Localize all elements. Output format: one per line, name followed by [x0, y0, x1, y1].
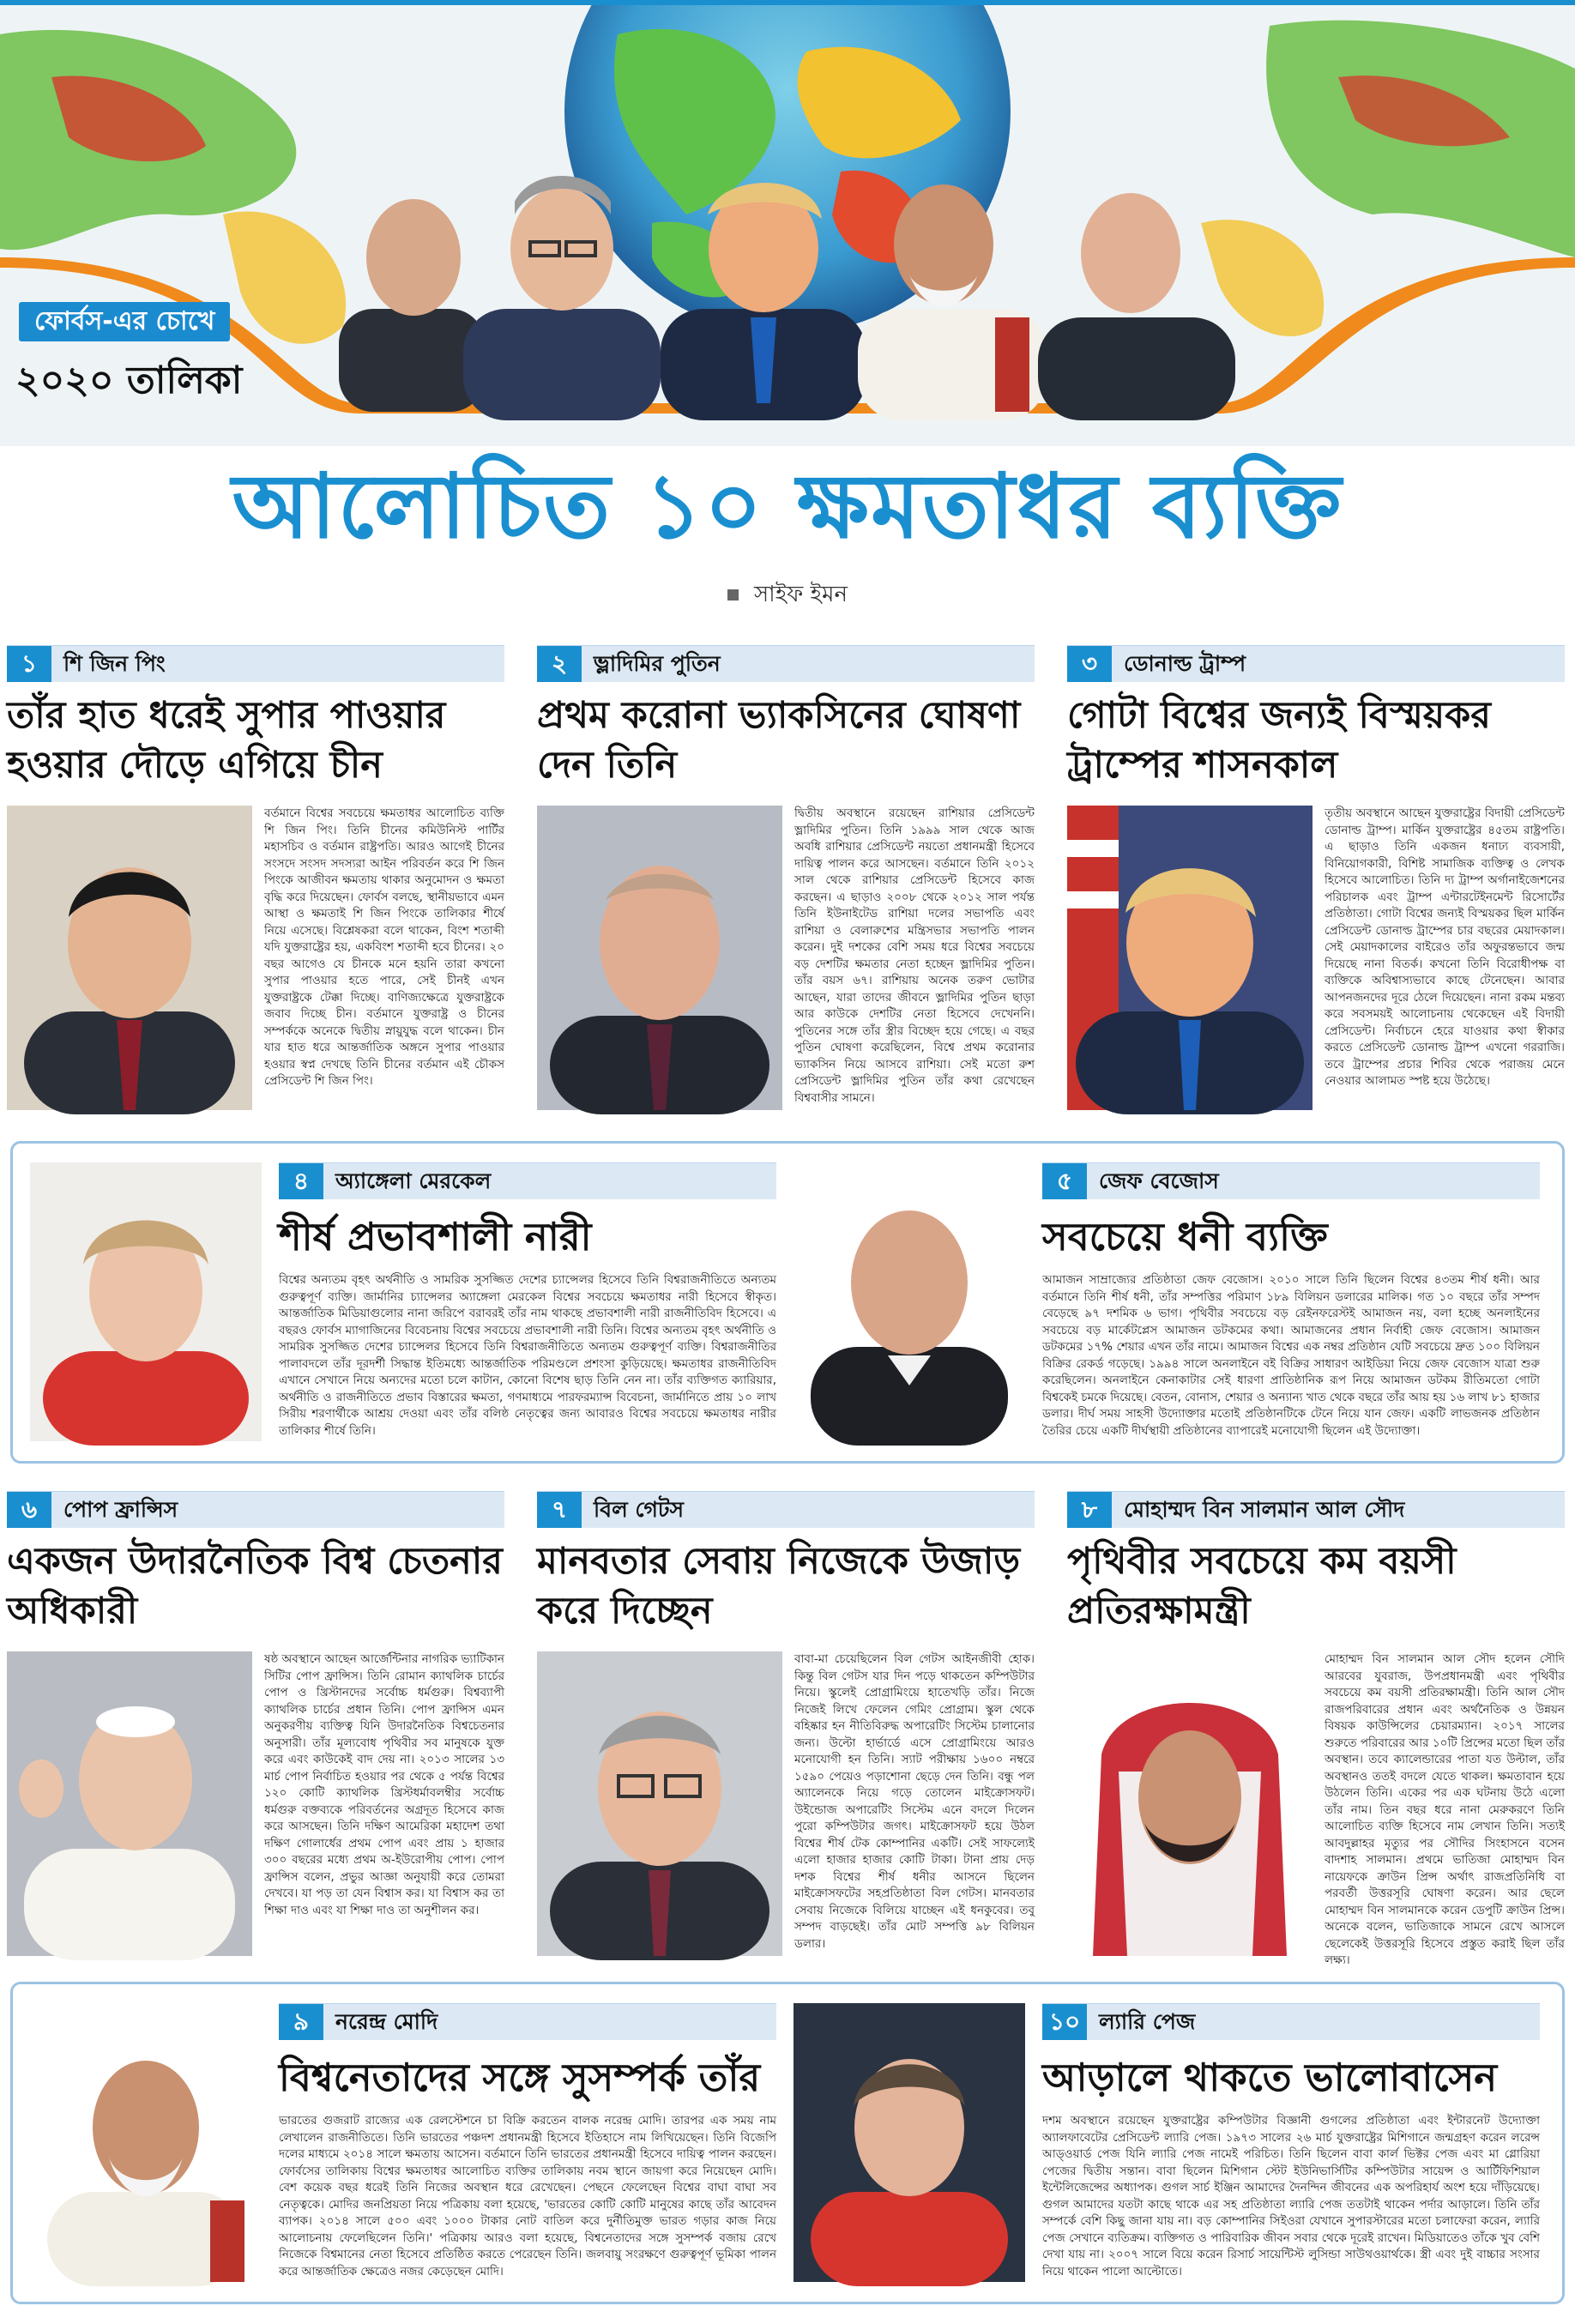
rank-number: ৫	[1042, 1163, 1087, 1199]
profile-card-6	[7, 1491, 504, 1956]
portrait-photo	[30, 2003, 262, 2282]
person-name: মোহাম্মদ বিন সালমান আল সৌদ	[1124, 1497, 1405, 1522]
rank-number: ৪	[279, 1163, 323, 1199]
profile-text: মোহাম্মদ বিন সালমান আল সৌদ হলেন সৌদি আরবের যুবরাজ, উপপ্রধানমন্ত্রী এবং পৃথিবীর সবচেয়ে কম বয়সী প্রতিরক্ষামন্ত্রী। তিনি আল সৌদ রাজপরিবারের প্রধান এবং অর্থনৈতিক ও উন্নয়ন বিষয়ক কাউন্সিলের চেয়ারম্যান। ২০১৭ সালের শুরুতে পরিবারের আর ১০টি প্রিন্সের মতো ছিল তাঁর অবস্থান। তবে ক্যালেন্ডারের পাতা যত উল্টাল, তাঁর অবস্থানও ততই বদলে যেতে থাকল। ক্ষমতাবান হয়ে উঠলেন তিনি। একের পর এক ঘটনায় উঠে এলো তাঁর নাম। তিন বছর ধরে নানা মেরুকরণে তিনি আলোচিত ব্যক্তি হিসেবে নাম লেখান তিনি। সত্যই আবদুল্লাহর মৃত্যুর পর সৌদির সিংহাসনে বসেন বাদশাহ সালমান। প্রথমে ভাতিজা মোহাম্মদ বিন নায়েফকে ক্রাউন প্রিন্স অর্থাৎ রাজপ্রতিনিধি বা পরবর্তী উত্তরসূরি ঘোষণা করেন। আর ছেলে মোহাম্মদ বিন সালমানকে করেন ডেপুটি ক্রাউন প্রিন্স। অনেকে বলেন, ভাতিজাকে সামনে রেখে আসলে ছেলেকেই উত্তরসূরি হিসেবে প্রস্তুত করাই ছিল তাঁর লক্ষ্য।	[1325, 1652, 1565, 1967]
headline: একজন উদারনৈতিক বিশ্ব চেতনার অধিকারী	[7, 1540, 503, 1633]
headline: শীর্ষ প্রভাবশালী নারী	[279, 1214, 592, 1259]
headline: পৃথিবীর সবচেয়ে কম বয়সী প্রতিরক্ষামন্ত্রী	[1067, 1540, 1457, 1633]
featured-frame-1	[10, 1141, 1565, 1464]
name-bar	[537, 645, 1035, 682]
rank-number: ৮	[1067, 1492, 1112, 1528]
headline: গোটা বিশ্বের জন্যই বিস্ময়কর ট্রাম্পের শাসনকাল	[1067, 694, 1491, 787]
profile-card-7	[537, 1491, 1035, 1956]
person-name: ভ্লাদিমির পুতিন	[594, 651, 721, 676]
name-bar	[7, 1491, 504, 1528]
rank-number: ২	[537, 646, 582, 682]
portrait-photo	[7, 1651, 252, 1956]
person-name: নরেন্দ্র মোদি	[335, 2009, 438, 2034]
author-name: সাইফ ইমন	[754, 582, 848, 607]
person-name: জেফ বেজোস	[1099, 1168, 1219, 1193]
headline: প্রথম করোনা ভ্যাকসিনের ঘোষণা দেন তিনি	[537, 694, 1021, 787]
rank-number: ৬	[7, 1492, 51, 1528]
profile-card-3	[1067, 645, 1565, 1110]
person-name: ল্যারি পেজ	[1099, 2009, 1196, 2034]
profile-text: ভারতের গুজরাট রাজ্যের এক রেলস্টেশনে চা বিক্রি করতেন বালক নরেন্দ্র মোদি। তারপর এক সময় নাম লেখালেন রাজনীতিতে। তিনি ভারতের পঞ্চদশ প্রধানমন্ত্রী হিসেবে ইতিহাসে নাম লিখিয়েছেন। তিনি বিজেপি দলের মাধ্যমে ২০১৪ সালে ক্ষমতায় আসেন। বর্তমানে তিনি ভারতের প্রধানমন্ত্রী হিসেবে দায়িত্ব পালন করছেন। ফোর্বসের তালিকায় বিশ্বের ক্ষমতাধর আলোচিত ব্যক্তির তালিকায় নবম স্থানে জায়গা করে নিয়েছেন মোদি। বেশ কয়েক বছর ধরেই তিনি নিজের অবস্থান ধরে রেখেছেন। পেছনে ফেলেছেন বিশ্বের বাঘা বাঘা সব নেতৃত্বকে। মোদির জনপ্রিয়তা নিয়ে পত্রিকায় বলা হয়েছে, 'ভারতের কোটি কোটি মানুষের কাছে তাঁর আবেদন ব্যাপক। ২০১৪ সালে ৫০০ এবং ১০০০ টাকার নোট বাতিল করে দুর্নীতিমুক্ত ভারত গড়ার কাজ নিয়ে আলোচনায় ফেলেছিলেন তিনি।' পত্রিকায় আরও বলা হয়েছে, বিশ্বনেতাদের সঙ্গে সুসম্পর্ক বজায় রেখে নিজেকে বিশ্বমানের নেতা হিসেবে প্রতিষ্ঠিত করতে পেরেছেন তিনি। জলবায়ু সংরক্ষণে গুরুত্বপূর্ণ ভূমিকা পালন করে আন্তর্জাতিক ক্ষেত্রেও নজর কেড়েছেন মোদি।	[279, 2114, 776, 2279]
person-name: ডোনাল্ড ট্রাম্প	[1124, 651, 1246, 676]
page-title: আলোচিত ১০ ক্ষমতাধর ব্যক্তি	[232, 454, 1343, 558]
profile-text: দশম অবস্থানে রয়েছেন যুক্তরাষ্ট্রের কম্পিউটার বিজ্ঞানী গুগলের প্রতিষ্ঠাতা এবং ইন্টারনেট উদ্যোক্তা অ্যালফাবেটের প্রেসিডেন্ট ল্যারি পেজ। ১৯৭৩ সালের ২৬ মার্চ যুক্তরাষ্ট্রের মিশিগানে জন্মগ্রহণ করেন লরেন্স আড্ওয়ার্ড পেজ যিনি ল্যারি পেজ নামেই পরিচিত। তিনি ছিলেন বাবা কার্ল ভিক্টর পেজ এবং মা গ্লোরিয়া পেজের দ্বিতীয় সন্তান। বাবা ছিলেন মিশিগান স্টেট ইউনিভার্সিটির কম্পিউটার সায়েন্স ও আর্টিফিশিয়াল ইন্টেলিজেন্সের অধ্যাপক। গুগল সার্চ ইঞ্জিন আমাদের দৈনন্দিন জীবনের এক অপরিহার্য অংশ হয়ে দাঁড়িয়েছে। গুগল আমাদের যতটা কাছে থাকে এর সহ প্রতিষ্ঠাতা ল্যারি পেজ ততটাই থাকেন পর্দার আড়ালে। তিনি তাঁর সম্পর্কে বেশি কিছু জানা যায় না। বড় কোম্পানির সিইওরা যেখানে সুপারস্টারের মতো চলাফেরা করেন, ল্যারি পেজ সেখানে ব্যতিক্রম। ব্যক্তিগত ও পারিবারিক জীবন সবার থেকে দূরেই রাখেন। মিডিয়াতেও তাঁকে খুব বেশি দেখা যায় না। ২০০৭ সালে বিয়ে করেন রিসার্চ সায়েন্টিস্ট লুসিন্ডা সাউথওয়ার্থকে। স্ত্রী এবং দুই বাচ্চার সংসার নিয়ে থাকেন পালো আল্টোতে।	[1042, 2114, 1541, 2279]
top-accent-line	[0, 0, 1575, 5]
forbes-tag: ফোর্বস-এর চোখে	[19, 302, 230, 341]
name-bar	[279, 1162, 776, 1199]
person-name: অ্যাঙ্গেলা মেরকেল	[335, 1168, 492, 1193]
banner	[0, 0, 1575, 446]
name-bar	[1067, 645, 1565, 682]
profile-text: তৃতীয় অবস্থানে আছেন যুক্তরাষ্ট্রের বিদায়ী প্রেসিডেন্ট ডোনাল্ড ট্রাম্প। মার্কিন যুক্তরাষ্ট্রের ৪৫তম রাষ্ট্রপতি। এ ছাড়াও তিনি একজন ধনাঢ্য ব্যবসায়ী, বিনিয়োগকারী, বিশিষ্ট সামাজিক ব্যক্তিত্ব ও লেখক হিসেবে আলোচিত। তিনি দ্য ট্রাম্প অর্গানাইজেশনের পরিচালক এবং ট্রাম্প এন্টারটেইনমেন্ট রিসোর্টের প্রতিষ্ঠাতা। গোটা বিশ্বের জন্যই বিস্ময়কর ছিল মার্কিন প্রেসিডেন্ট ডোনাল্ড ট্রাম্পের চার বছরের মেয়াদকাল। সেই মেয়াদকালের বাইরেও তাঁর অফুরন্তভাবে জন্ম দিয়েছে নানা বিতর্ক। কখনো তিনি বিরোধীপক্ষ বা ব্যক্তিকে অবিশ্বাস্যভাবে কাছে টেনেছেন। আবার আপনজনদের দূরে ঠেলে দিয়েছেন। নানা রকম মন্তব্য করে সবসময়ই আলোচনায় থেকেছেন এই বিদায়ী প্রেসিডেন্ট। নির্বাচনে হেরে যাওয়ার কথা স্বীকার করতে প্রেসিডেন্ট ডোনাল্ড ট্রাম্প এখনো গররাজি। তবে ট্রাম্পের প্রচার শিবির থেকে পরাজয় মেনে নেওয়ার আলামত স্পষ্ট হয়ে উঠেছে।	[1325, 806, 1565, 1088]
portrait-photo	[537, 806, 782, 1110]
name-bar	[279, 2003, 776, 2040]
portrait-photo	[30, 1162, 262, 1441]
profile-text: দ্বিতীয় অবস্থানে রয়েছেন রাশিয়ার প্রেসিডেন্ট ভ্লাদিমির পুতিন। তিনি ১৯৯৯ সাল থেকে আজ অবধি রাশিয়ার প্রেসিডেন্ট নয়তো প্রধানমন্ত্রী হিসেবে দায়িত্ব পালন করে আসছেন। বর্তমানে তিনি ২০১২ সাল থেকে রাশিয়ার প্রেসিডেন্ট হিসেবে কাজ করছেন। এ ছাড়াও ২০০৮ থেকে ২০১২ সাল পর্যন্ত তিনি ইউনাইটেড রাশিয়া দলের সভাপতি এবং রাশিয়া ও বেলারুশের মন্ত্রিসভার সভাপতি পালন করেন। দুই দশকের বেশি সময় ধরে বিশ্বের সবচেয়ে বড় দেশটির ক্ষমতার নেতা হচ্ছেন ভ্লাদিমির পুতিন। তাঁর বয়স ৬৭। রাশিয়ায় অনেক তরুণ ভোটার আছেন, যারা তাদের জীবনে ভ্লাদিমির পুতিন ছাড়া আর কাউকে দেশটির নেতা হিসেবে দেখেননি। পুতিনের সঙ্গে তাঁর স্ত্রীর বিচ্ছেদ হয়ে গেছে। এ বছর পুতিন ঘোষণা করেছিলেন, বিশ্বে প্রথম করোনার ভ্যাকসিন নিয়ে আসবে রাশিয়া। সেই মতো রুশ প্রেসিডেন্ট ভ্লাদিমির পুতিন তাঁর কথা রেখেছেন বিশ্ববাসীর সামনে।	[794, 806, 1035, 1105]
profile-text: বর্তমানে বিশ্বের সবচেয়ে ক্ষমতাধর আলোচিত ব্যক্তি শি জিন পিং। তিনি চীনের কমিউনিস্ট পার্টির মহাসচিব ও বর্তমান রাষ্ট্রপতি। আরও আগেই চীনের সংসদে সংসদ সদস্যরা আইন পরিবর্তন করে শি জিন পিংকে আজীবন ক্ষমতায় থাকার অনুমোদন ও ক্ষমতা বৃদ্ধি করে দিয়েছেন। ফোর্বস বলছে, স্থানীয়ভাবে এমন আস্থা ও ক্ষমতাই শি জিন পিংকে তালিকার শীর্ষে নিয়ে এসেছে। বিশ্লেষকরা বলে থাকেন, বিংশ শতাব্দী যদি যুক্তরাষ্ট্রের হয়, একবিংশ শতাব্দী হবে চীনের। ২০ বছর আগেও যে চীনকে মনে হয়নি তারা কখনো সুপার পাওয়ার হতে পারে, সেই চীনই এখন যুক্তরাষ্ট্রকে টেক্কা দিচ্ছে। বাণিজ্যক্ষেত্রে যুক্তরাষ্ট্রকে জবাব দিচ্ছে চীন। বর্তমানে যুক্তরাষ্ট্র ও চীনের সম্পর্ককে অনেকে দ্বিতীয় স্নায়ুযুদ্ধ বলে থাকেন। চীন যার হাত ধরে আন্তর্জাতিক অঙ্গনে সুপার পাওয়ার হওয়ার স্বপ্ন দেখছে তিনি চীনের বর্তমান এই চৌকস প্রেসিডেন্ট শি জিন পিং।	[264, 806, 504, 1088]
portrait-photo	[7, 806, 252, 1110]
portrait-photo	[794, 2003, 1025, 2282]
profile-card-2	[537, 645, 1035, 1110]
portrait-photo	[1067, 806, 1312, 1110]
profile-text: ষষ্ঠ অবস্থানে আছেন আর্জেন্টিনার নাগরিক ভ্যাটিকান সিটির পোপ ফ্রান্সিস। তিনি রোমান ক্যাথলিক চার্চের পোপ ও খ্রিস্টানদের সর্বোচ্চ ধর্মগুরু। বিশ্বব্যাপী ক্যাথলিক চার্চের প্রধান তিনি। পোপ ফ্রান্সিস এমন অনুকরণীয় ব্যক্তিত্ব যিনি উদারনৈতিক বিশ্বচেতনার অনুসারী। তাঁর মূল্যবোধ পৃথিবীর সব মানুষকে যুক্ত করে এবং কাউকেই বাদ দেয় না। ২০১৩ সালের ১৩ মার্চ পোপ নির্বাচিত হওয়ার পর থেকে ৫ পর্যন্ত বিশ্বের ১২০ কোটি ক্যাথলিক খ্রিস্টধর্মাবলম্বীর সর্বোচ্চ ধর্মগুরু বক্তব্যকে পরিবর্তনের অগ্রদূত হিসেবে কাজ করে আসছেন। তিনি দক্ষিণ আমেরিকা মহাদেশ তথা দক্ষিণ গোলার্ধের প্রথম পোপ এবং প্রায় ১ হাজার ৩০০ বছরের মধ্যে প্রথম অ-ইউরোপীয় পোপ। পোপ ফ্রান্সিস বলেন, প্রভুর আজ্ঞা অনুযায়ী করে তোমরা দেখবে। যা পড় তা যেন বিশ্বাস কর। যা বিশ্বাস কর তা শিক্ষা দাও এবং যা শিক্ষা দাও তা অনুশীলন কর।	[264, 1652, 504, 1917]
rank-number: ৩	[1067, 646, 1112, 682]
headline: সবচেয়ে ধনী ব্যক্তি	[1042, 1214, 1328, 1259]
profile-text: আমাজন সাম্রাজ্যের প্রতিষ্ঠাতা জেফ বেজোস। ২০১০ সালে তিনি ছিলেন বিশ্বের ৪৩তম শীর্ষ ধনী। আর বর্তমানে তিনি শীর্ষ ধনী, তাঁর সম্পত্তির পরিমাণ ১৮৯ বিলিয়ন ডলারের মালিক। গত ১০ বছরে তাঁর সম্পদ বেড়েছে ৯৭ দশমিক ৬ ভাগ। পৃথিবীর সবচেয়ে বড় রেইনফরেস্টই আমাজন নয়, বলা হচ্ছে অনলাইনের সবচেয়ে বড় মার্কেটপ্লেস আমাজন ডটকমের কথা। আমাজনের প্রধান নির্বাহী জেফ বেজোস। আমাজন ডটকমের ১৭% শেয়ার এখন তাঁর নামে। আমাজন বিশ্বের এক নম্বর প্রতিষ্ঠান যেটি সবচেয়ে দ্রুত ১০০ বিলিয়ন বিক্রির রেকর্ড গড়েছে। ১৯৯৪ সালে অনলাইনে বই বিক্রির সাধারণ আইডিয়া নিয়ে জেফ বেজোস যাত্রা শুরু করেছিলেন। অনলাইনে কেনাকাটার সেই ধারণা প্রাতিষ্ঠানিক রূপ নিয়ে আমাজন ডটকম রীতিমতো গোটা বিশ্বকেই চমকে দিয়েছে। বেতন, বোনাস, শেয়ার ও অন্যান্য খাত থেকে বছরে তাঁর আয় হয় ১৬ লাখ ৮১ হাজার ডলার। দীর্ঘ সময় সাহসী উদ্যোক্তার মতোই প্রতিষ্ঠানটিকে টেনে নিয়ে যান জেফ। একটি লাভজনক প্রতিষ্ঠান তৈরির চেয়ে একটি দীর্ঘস্থায়ী প্রতিষ্ঠানের ব্যাপারেই মনোযোগী ছিলেন এই উদ্যোক্তা।	[1042, 1273, 1540, 1438]
rank-number: ৯	[279, 2004, 323, 2040]
byline	[0, 576, 1575, 614]
rank-number: ৭	[537, 1492, 582, 1528]
year-tag: ২০২০ তালিকা	[15, 359, 243, 402]
portrait-photo	[794, 1162, 1025, 1441]
person-name: বিল গেটস	[594, 1497, 685, 1522]
profile-card-8	[1067, 1491, 1565, 1967]
name-bar	[1042, 2003, 1540, 2040]
profile-card-1	[7, 645, 504, 1110]
person-name: শি জিন পিং	[63, 651, 166, 676]
headline: মানবতার সেবায় নিজেকে উজাড় করে দিচ্ছেন	[537, 1540, 1021, 1633]
square-bullet-icon	[727, 589, 739, 601]
portrait-photo	[1067, 1651, 1312, 1956]
headline: বিশ্বনেতাদের সঙ্গে সুসম্পর্ক তাঁর	[279, 2055, 761, 2100]
profile-text: বিশ্বের অন্যতম বৃহৎ অর্থনীতি ও সামরিক সুসজ্জিত দেশের চ্যান্সেলর হিসেবে তিনি বিশ্বরাজনীতিতে অন্যতম গুরুত্বপূর্ণ ব্যক্তি। জার্মানির চ্যান্সেলর অ্যাঙ্গেলা মেরকেল বিশ্বের সবচেয়ে ক্ষমতাধর নারী হিসেবে স্বীকৃত। আন্তর্জাতিক মিডিয়াগুলোর নানা জরিপে বরাবরই তাঁর নাম থাকছে প্রভাবশালী নারী রাজনীতিবিদ হিসেবে। এ বছরও ফোর্বস ম্যাগাজিনের বিবেচনায় বিশ্বের সবচেয়ে প্রভাবশালী নারী তিনি। বিশ্বের অন্যতম বৃহৎ অর্থনীতি ও সামরিক সুসজ্জিত দেশের চ্যান্সেলর হিসেবে তিনি বিশ্বরাজনীতিতে অন্যতম গুরুত্বপূর্ণ ব্যক্তি। বিশ্বরাজনীতির পালাবদলে তাঁর দূরদর্শী সিদ্ধান্ত ইতিমধ্যে আন্তর্জাতিক পরিমণ্ডলে প্রশংসা কুড়িয়েছে। ক্ষমতাধর রাজনীতিবিদ এখানে সেখানে নিয়ে অন্যদের মতো চলে কাটান, কোনো বিশেষ ছাড় তিনি নেন না। তাঁর ব্যক্তিগত ক্যারিয়ার, অর্থনীতি ও রাজনীতিতে প্রভাব বিস্তারের ক্ষমতা, গণমাধ্যমে পারফরম্যান্স বিবেচনা, জার্মানিতে প্রায় ১০ লাখ সিরীয় শরণার্থীকে আশ্রয় দেওয়া এবং তাঁর বলিষ্ঠ নেতৃত্বের জন্য আবারও বিশ্বের সবচেয়ে ক্ষমতাধর নারীর তালিকার শীর্ষে তিনি।	[279, 1273, 776, 1438]
rank-number: ১০	[1042, 2004, 1087, 2040]
profile-text: বাবা-মা চেয়েছিলেন বিল গেটস আইনজীবী হোক। কিন্তু বিল গেটস যার দিন পড়ে থাকতেন কম্পিউটার নিয়ে। স্কুলেই প্রোগ্রামিংয়ে হাতেখড়ি তাঁর। নিজে নিজেই লিখে ফেলেন গেমিং প্রোগ্রাম। স্কুল থেকে বহিষ্কার হন নীতিবিরুদ্ধ অপারেটিং সিস্টেম চালানোর জন্য। উল্টো হার্ভার্ডে এসে প্রোগ্রামিংয়ে আরও মনোযোগী হন তিনি। স্যাট পরীক্ষায় ১৬০০ নম্বরে ১৫৯০ পেয়েও পড়াশোনা ছেড়ে দেন তিনি। বন্ধু পল অ্যালেনকে নিয়ে গড়ে তোলেন মাইক্রোসফট। উইন্ডোজ অপারেটিং সিস্টেম এনে বদলে দিলেন পুরো কম্পিউটার জগৎ। মাইক্রোসফট হয়ে উঠল বিশ্বের শীর্ষ টেক কোম্পানির একটি। সেই সাফল্যেই এলো হাজার হাজার কোটি টাকা। টানা প্রায় দেড় দশক বিশ্বের শীর্ষ ধনীর আসনে ছিলেন মাইক্রোসফটের সহপ্রতিষ্ঠাতা বিল গেটস। মানবতার সেবায় নিজেকে বিলিয়ে যাচ্ছেন এই ধনকুবের। তবু সম্পদ বাড়ছেই। তাঁর মোট সম্পত্তি ৯৮ বিলিয়ন ডলার।	[794, 1652, 1035, 1951]
name-bar	[1042, 1162, 1540, 1199]
person-name: পোপ ফ্রান্সিস	[63, 1497, 178, 1522]
name-bar	[7, 645, 504, 682]
name-bar	[537, 1491, 1035, 1528]
featured-frame-2	[10, 1982, 1565, 2304]
headline: আড়ালে থাকতে ভালোবাসেন	[1042, 2055, 1498, 2100]
portrait-photo	[537, 1651, 782, 1956]
name-bar	[1067, 1491, 1565, 1528]
rank-number: ১	[7, 646, 51, 682]
headline: তাঁর হাত ধরেই সুপার পাওয়ার হওয়ার দৌড়ে এগিয়ে চীন	[7, 694, 446, 787]
